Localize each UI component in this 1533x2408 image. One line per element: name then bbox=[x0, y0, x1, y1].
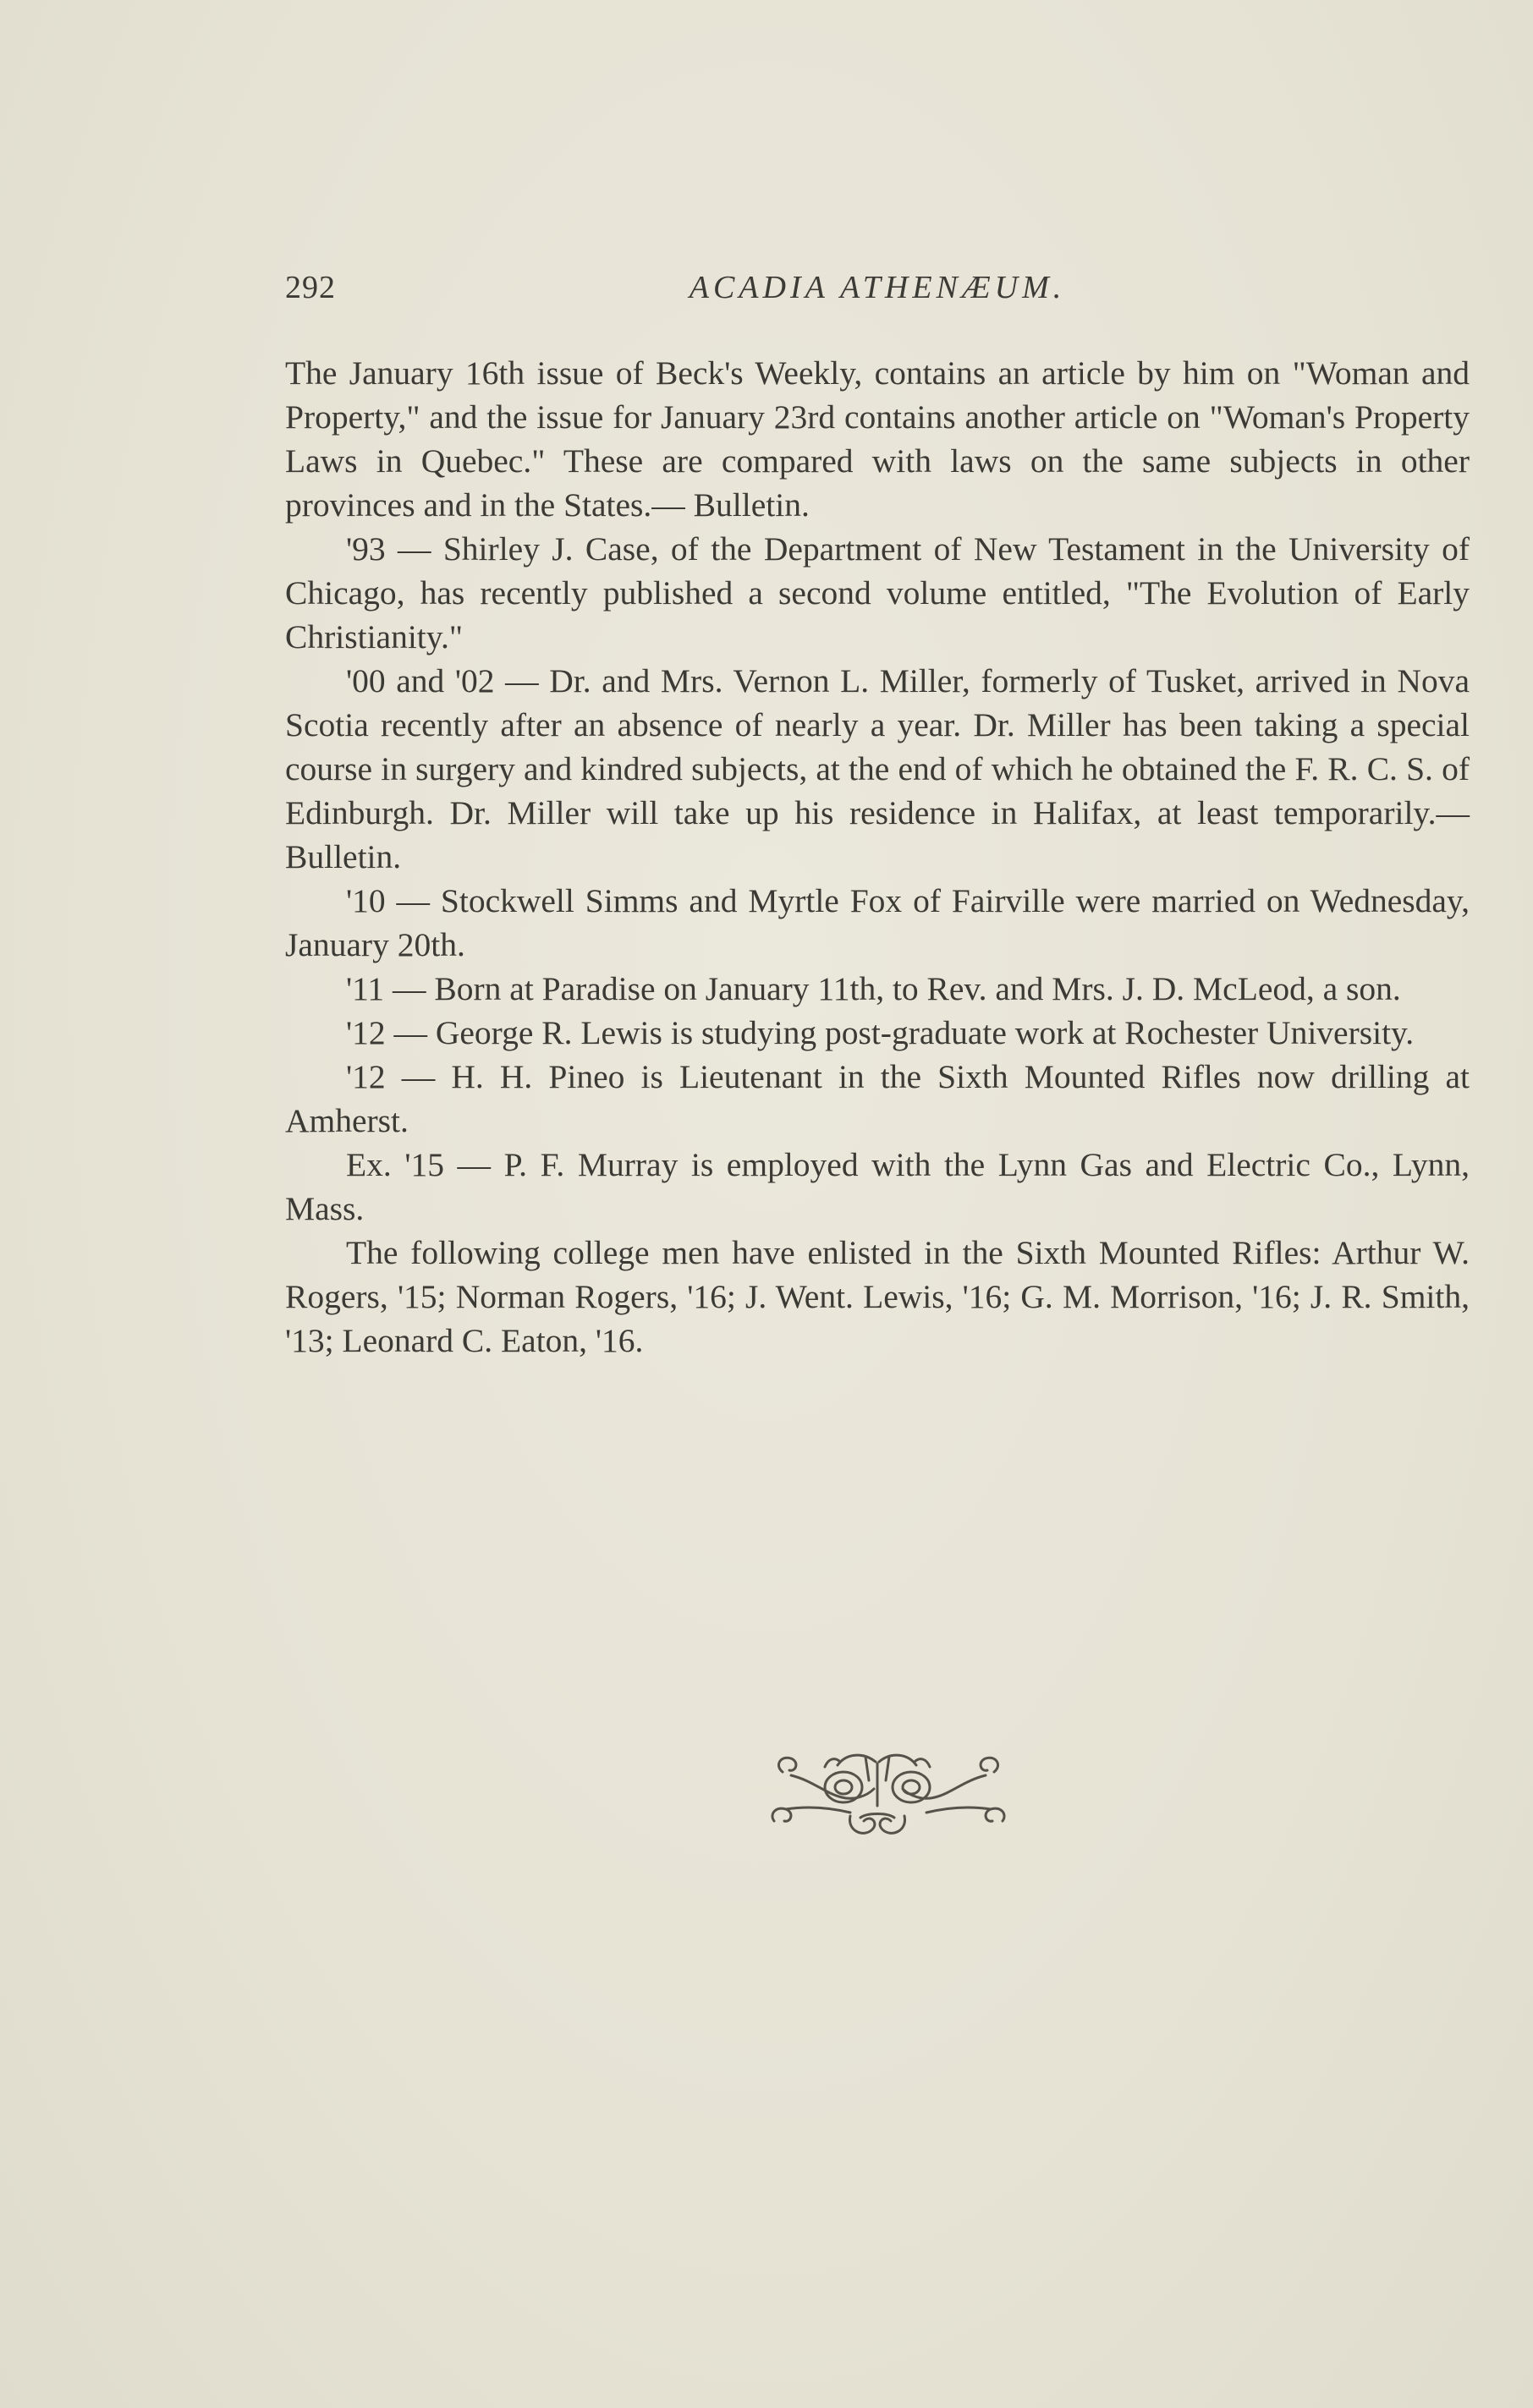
page-header bbox=[285, 269, 1470, 320]
paragraph-pineo: '12 — H. H. Pineo is Lieutenant in the Sixth Mounted Rifles now drilling at Amherst. bbox=[285, 1058, 1470, 1139]
paragraph-becks-weekly: The January 16th issue of Beck's Weekly, contains an article by him on "Woman and Property," and the issue for January 23rd contains another article on "Woman's Property Laws in Quebec." These are compared with laws on the same subjects in other provinces and in the States.— Bulletin. bbox=[285, 354, 1470, 524]
paragraph-simms-fox: '10 — Stockwell Simms and Myrtle Fox of Fairville were married on Wednesday, January 20th. bbox=[285, 882, 1470, 963]
paragraph-miller: '00 and '02 — Dr. and Mrs. Vernon L. Miller, formerly of Tusket, arrived in Nova Scotia recently after an absence of nearly a year. Dr. Miller has been taking a special course in surgery and kindred subjects, at the end of which he obtained the F. R. C. S. of Edinburgh. Dr. Miller will take up his residence in Halifax, at least temporarily.— Bulletin. bbox=[285, 662, 1470, 875]
paragraph-murray: Ex. '15 — P. F. Murray is employed with the Lynn Gas and Electric Co., Lynn, Mass. bbox=[285, 1146, 1470, 1227]
paragraph-lewis: '12 — George R. Lewis is studying post-graduate work at Rochester University. bbox=[346, 1014, 1415, 1051]
decorative-scroll-ornament-icon bbox=[766, 1747, 1011, 1840]
paragraph-shirley-case: '93 — Shirley J. Case, of the Department of New Testament in the University of Chicago, has recently published a second volume entitled, "The Evolution of Early Christianity." bbox=[285, 530, 1470, 655]
article-body bbox=[285, 351, 1470, 1363]
page-number: 292 bbox=[285, 270, 336, 305]
paragraph-enlisted: The following college men have enlisted in the Sixth Mounted Rifles: Arthur W. Rogers, '15; Norman Rogers, '16; J. Went. Lewis, '16; G. M. Morrison, '16; J. R. Smith, '13; Leonard C. Eaton, '16. bbox=[285, 1234, 1470, 1359]
paragraph-mcleod: '11 — Born at Paradise on January 11th, to Rev. and Mrs. J. D. McLeod, a son. bbox=[346, 970, 1401, 1007]
running-head: ACADIA ATHENÆUM. bbox=[689, 270, 1066, 305]
